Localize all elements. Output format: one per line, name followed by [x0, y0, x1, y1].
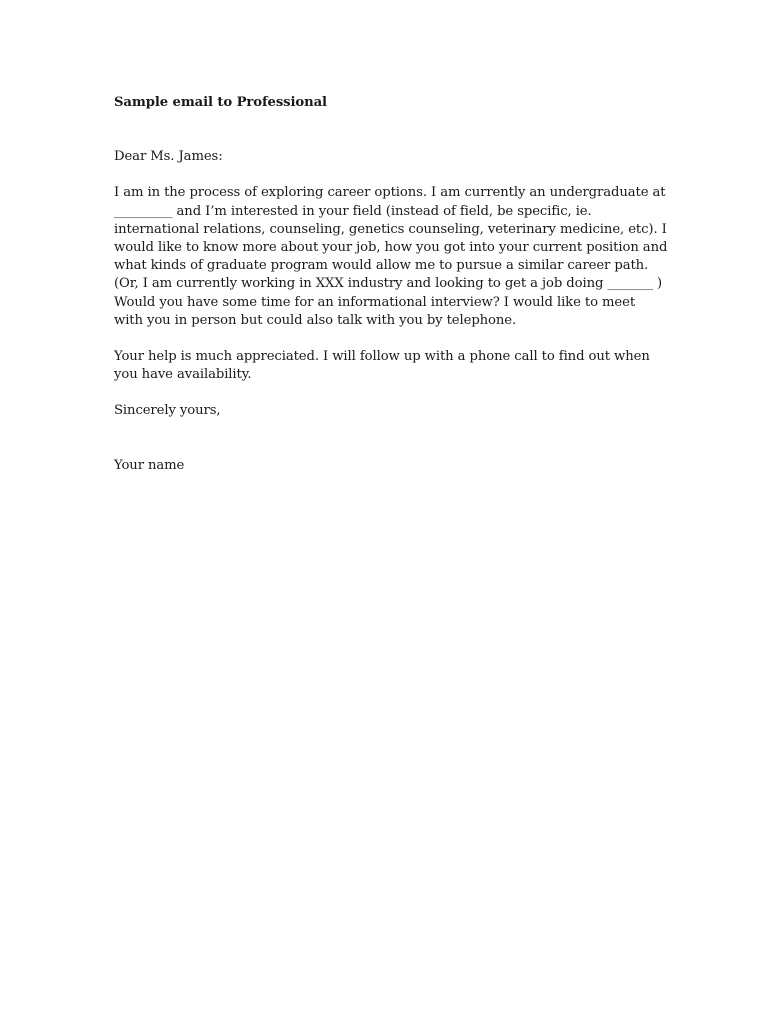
closing: Sincerely yours, — [114, 403, 221, 419]
paragraph-line: with you in person but could also talk with you by telephone. — [114, 312, 517, 328]
paragraph-line: (Or, I am currently working in XXX industry and looking to get a job doing _______ ) — [114, 276, 663, 292]
paragraph-line: _________ and I’m interested in your field (instead of field, be specific, ie. — [114, 203, 592, 219]
document-page — [114, 94, 674, 475]
paragraph-line: Your help is much appreciated. I will follow up with a phone call to find out when — [114, 349, 650, 365]
paragraph-line: you have availability. — [114, 367, 252, 383]
greeting: Dear Ms. James: — [114, 149, 223, 165]
paragraph-line: Would you have some time for an informational interview? I would like to meet — [114, 294, 636, 310]
paragraph-line: would like to know more about your job, how you got into your current position and — [114, 240, 668, 256]
paragraph-line: international relations, counseling, genetics counseling, veterinary medicine, etc). I — [114, 221, 667, 237]
document-title: Sample email to Professional — [114, 95, 327, 110]
paragraph-line: I am in the process of exploring career options. I am currently an undergraduate at — [114, 185, 666, 201]
paragraph-line: what kinds of graduate program would allow me to pursue a similar career path. — [114, 258, 649, 274]
body-paragraph-2 — [114, 348, 674, 384]
signature: Your name — [114, 457, 185, 473]
body-paragraph-1 — [114, 184, 674, 330]
